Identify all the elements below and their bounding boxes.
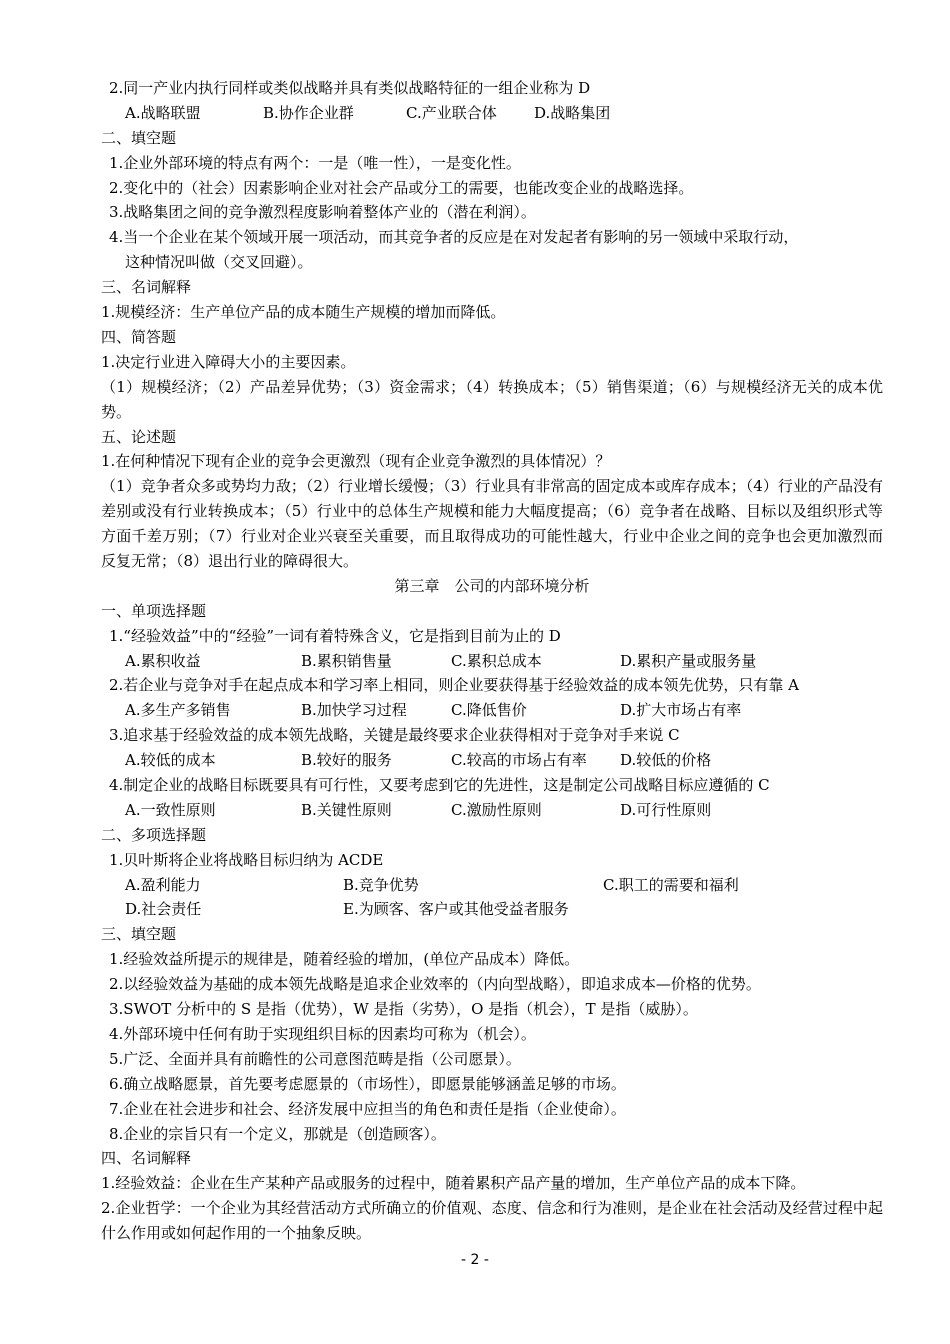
options-row bbox=[101, 798, 883, 823]
term-definition: 2.企业哲学：一个企业为其经营活动方式所确立的价值观、态度、信念和行为准则，是企业在社会活动及经营过程中起什么作用或如何起作用的一个抽象反映。 bbox=[101, 1199, 883, 1243]
term-definition: 1.经验效益：企业在生产某种产品或服务的过程中，随着累积产品产量的增加，生产单位产品的成本下降。 bbox=[101, 1174, 806, 1193]
option: C.累积总成本 bbox=[451, 651, 542, 670]
section-heading: 四、简答题 bbox=[101, 327, 177, 346]
fill-item: 4.外部环境中任何有助于实现组织目标的因素均可称为（机会）。 bbox=[109, 1024, 536, 1043]
question-text: 2.若企业与竞争对手在起点成本和学习率上相同，则企业要获得基于经验效益的成本领先优势，只有靠 A bbox=[109, 676, 799, 695]
option: D.战略集团 bbox=[534, 103, 611, 122]
option: A.一致性原则 bbox=[125, 800, 216, 819]
option: A.多生产多销售 bbox=[125, 701, 231, 720]
option: D.扩大市场占有率 bbox=[620, 701, 742, 720]
section-heading: 二、填空题 bbox=[101, 128, 177, 147]
chapter-title: 第三章 公司的内部环境分析 bbox=[394, 576, 590, 595]
section-heading: 一、单项选择题 bbox=[101, 601, 207, 620]
options-row bbox=[101, 698, 883, 723]
fill-item: 2.变化中的（社会）因素影响企业对社会产品或分工的需要，也能改变企业的战略选择。 bbox=[109, 178, 694, 197]
section-heading: 三、填空题 bbox=[101, 925, 177, 944]
option: B.竞争优势 bbox=[343, 875, 419, 894]
option: D.可行性原则 bbox=[620, 800, 712, 819]
options-row bbox=[101, 748, 883, 773]
option: A.较低的成本 bbox=[125, 751, 216, 770]
section-heading: 五、论述题 bbox=[101, 427, 177, 446]
document-page bbox=[101, 76, 883, 1246]
option: D.累积产量或服务量 bbox=[620, 651, 757, 670]
options-row bbox=[101, 101, 883, 126]
question-text: 2.同一产业内执行同样或类似战略并具有类似战略特征的一组企业称为 D bbox=[109, 79, 591, 97]
fill-item: 8.企业的宗旨只有一个定义，那就是（创造顾客）。 bbox=[109, 1124, 446, 1143]
fill-item: 6.确立战略愿景，首先要考虑愿景的（市场性），即愿景能够涵盖足够的市场。 bbox=[109, 1074, 626, 1093]
fill-item: 2.以经验效益为基础的成本领先战略是追求企业效率的（内向型战略），即追求成本—价格的优势。 bbox=[109, 975, 761, 994]
question-text: 1.在何种情况下现有企业的竞争会更激烈（现有企业竞争激烈的具体情况）？ bbox=[101, 452, 611, 471]
fill-item: 5.广泛、全面并具有前瞻性的公司意图范畴是指（公司愿景）。 bbox=[109, 1049, 521, 1068]
term-definition: 1.规模经济：生产单位产品的成本随生产规模的增加而降低。 bbox=[101, 303, 506, 322]
option: C.较高的市场占有率 bbox=[451, 751, 587, 770]
option: C.产业联合体 bbox=[406, 103, 497, 122]
question-text: 1.贝叶斯将企业将战略目标归纳为 ACDE bbox=[109, 850, 384, 869]
options-row bbox=[101, 873, 883, 898]
answer-text: （1）竞争者众多或势均力敌；（2）行业增长缓慢；（3）行业具有非常高的固定成本或库存成本；（4）行业的产品没有差别或没有行业转换成本；（5）行业中的总体生产规模和能力大幅度提高；（6）竞争者在战略、目标以及组织形式等方面千差万别；（7）行业对企业兴衰至关重要，而且取得成功的可能性越大，行业中企业之间的竞争也会更加激烈而反复无常；（8）退出行业的障碍很大。 bbox=[101, 477, 883, 570]
options-row bbox=[101, 897, 883, 922]
option: A.累积收益 bbox=[125, 651, 201, 670]
option: C.职工的需要和福利 bbox=[603, 875, 739, 894]
options-row bbox=[101, 649, 883, 674]
answer-text: （1）规模经济；（2）产品差异优势；（3）资金需求；（4）转换成本；（5）销售渠道；（6）与规模经济无关的成本优势。 bbox=[101, 377, 883, 421]
option: B.累积销售量 bbox=[301, 651, 392, 670]
option: C.降低售价 bbox=[451, 701, 527, 720]
fill-item: 7.企业在社会进步和社会、经济发展中应担当的角色和责任是指（企业使命）。 bbox=[109, 1099, 626, 1118]
option: D.较低的价格 bbox=[620, 751, 712, 770]
option: D.社会责任 bbox=[125, 900, 202, 919]
option: A.战略联盟 bbox=[125, 103, 201, 122]
section-heading: 二、多项选择题 bbox=[101, 825, 207, 844]
question-text: 1.决定行业进入障碍大小的主要因素。 bbox=[101, 352, 356, 371]
fill-item: 3.SWOT 分析中的 S 是指（优势），W 是指（劣势），O 是指（机会），T 是指（威胁）。 bbox=[109, 1000, 698, 1019]
question-text: 1.“经验效益”中的“经验”一词有着特殊含义，它是指到目前为止的 D bbox=[109, 626, 561, 645]
option: E.为顾客、客户或其他受益者服务 bbox=[343, 900, 569, 919]
page-number: - 2 - bbox=[461, 1252, 489, 1268]
option: A.盈利能力 bbox=[125, 875, 201, 894]
fill-item-continued: 这种情况叫做（交叉回避）。 bbox=[125, 253, 313, 272]
fill-item: 3.战略集团之间的竞争激烈程度影响着整体产业的（潜在利润）。 bbox=[109, 203, 536, 222]
question-text: 3.追求基于经验效益的成本领先战略，关键是最终要求企业获得相对于竞争对手来说 C bbox=[109, 726, 680, 745]
section-heading: 三、名词解释 bbox=[101, 278, 192, 297]
option: B.协作企业群 bbox=[263, 103, 354, 122]
option: B.加快学习过程 bbox=[301, 701, 407, 720]
option: B.较好的服务 bbox=[301, 751, 392, 770]
question-text: 4.制定企业的战略目标既要具有可行性，又要考虑到它的先进性，这是制定公司战略目标应遵循的 C bbox=[109, 776, 770, 795]
fill-item: 1.经验效益所提示的规律是，随着经验的增加，(单位产品成本）降低。 bbox=[109, 950, 580, 969]
option: B.关键性原则 bbox=[301, 800, 392, 819]
option: C.激励性原则 bbox=[451, 800, 542, 819]
fill-item: 1.企业外部环境的特点有两个：一是（唯一性），一是变化性。 bbox=[109, 153, 521, 172]
section-heading: 四、名词解释 bbox=[101, 1149, 192, 1168]
fill-item: 4.当一个企业在某个领域开展一项活动，而其竞争者的反应是在对发起者有影响的另一领域中采取行动， bbox=[109, 228, 799, 247]
